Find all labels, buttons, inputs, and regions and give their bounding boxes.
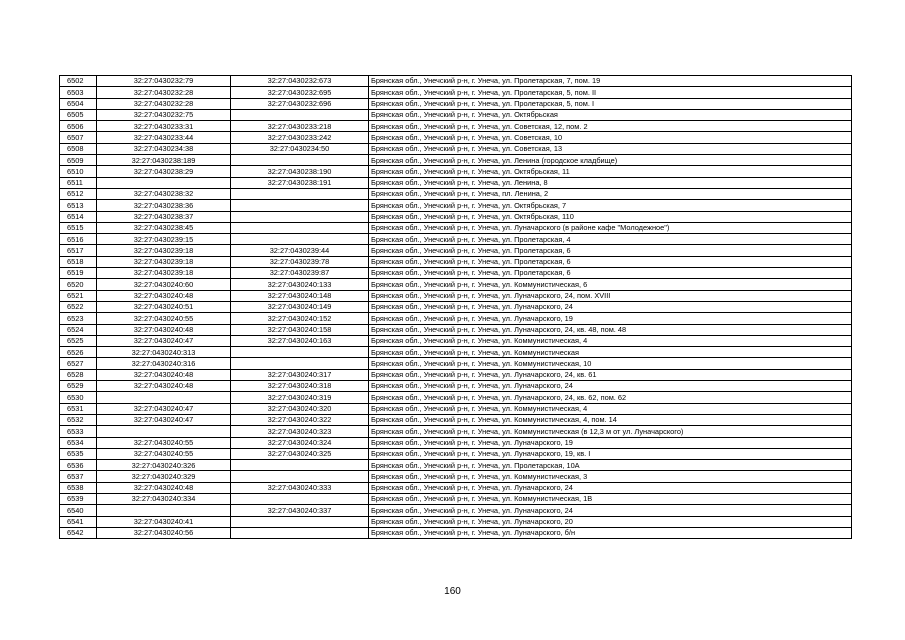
land-plot-cadastral-number-cell: [97, 426, 231, 437]
address-cell: Брянская обл., Унечский р-н, г. Унеча, ул. Пролетарская, 6: [369, 245, 852, 256]
address-cell: Брянская обл., Унечский р-н, г. Унеча, ул. Коммунистическая, 6: [369, 279, 852, 290]
table-row: [60, 505, 852, 516]
table-row: [60, 268, 852, 279]
row-number-cell: 6502: [60, 76, 97, 87]
object-cadastral-number-cell: [231, 222, 369, 233]
object-cadastral-number-cell: 32:27:0430240:163: [231, 335, 369, 346]
object-cadastral-number-cell: [231, 234, 369, 245]
land-plot-cadastral-number-cell: 32:27:0430240:47: [97, 335, 231, 346]
address-cell: Брянская обл., Унечский р-н, г. Унеча, ул. Луначарского, 24, кв. 61: [369, 369, 852, 380]
land-plot-cadastral-number-cell: 32:27:0430232:28: [97, 87, 231, 98]
land-plot-cadastral-number-cell: 32:27:0430239:18: [97, 268, 231, 279]
address-cell: Брянская обл., Унечский р-н, г. Унеча, ул. Ленина, 8: [369, 177, 852, 188]
row-number-cell: 6526: [60, 347, 97, 358]
table-row: [60, 279, 852, 290]
object-cadastral-number-cell: 32:27:0430234:50: [231, 143, 369, 154]
object-cadastral-number-cell: 32:27:0430233:218: [231, 121, 369, 132]
land-plot-cadastral-number-cell: 32:27:0430240:329: [97, 471, 231, 482]
registry-table-body: [60, 76, 852, 539]
row-number-cell: 6524: [60, 324, 97, 335]
table-row: [60, 234, 852, 245]
address-cell: Брянская обл., Унечский р-н, г. Унеча, ул. Пролетарская, 4: [369, 234, 852, 245]
land-plot-cadastral-number-cell: 32:27:0430240:48: [97, 482, 231, 493]
row-number-cell: 6527: [60, 358, 97, 369]
table-row: [60, 87, 852, 98]
address-cell: Брянская обл., Унечский р-н, г. Унеча, ул. Пролетарская, 5, пом. I: [369, 98, 852, 109]
address-cell: Брянская обл., Унечский р-н, г. Унеча, ул. Пролетарская, 7, пом. 19: [369, 76, 852, 87]
land-plot-cadastral-number-cell: [97, 392, 231, 403]
object-cadastral-number-cell: 32:27:0430239:78: [231, 256, 369, 267]
land-plot-cadastral-number-cell: 32:27:0430240:55: [97, 448, 231, 459]
object-cadastral-number-cell: 32:27:0430240:149: [231, 301, 369, 312]
table-row: [60, 143, 852, 154]
table-row: [60, 155, 852, 166]
address-cell: Брянская обл., Унечский р-н, г. Унеча, ул. Ленина (городское кладбище): [369, 155, 852, 166]
address-cell: Брянская обл., Унечский р-н, г. Унеча, ул. Советская, 10: [369, 132, 852, 143]
object-cadastral-number-cell: [231, 200, 369, 211]
row-number-cell: 6525: [60, 335, 97, 346]
table-row: [60, 482, 852, 493]
address-cell: Брянская обл., Унечский р-н, г. Унеча, ул. Луначарского, 24, кв. 62, пом. 62: [369, 392, 852, 403]
table-row: [60, 392, 852, 403]
table-row: [60, 324, 852, 335]
address-cell: Брянская обл., Унечский р-н, г. Унеча, ул. Коммунистическая, 3: [369, 471, 852, 482]
object-cadastral-number-cell: 32:27:0430240:152: [231, 313, 369, 324]
land-plot-cadastral-number-cell: 32:27:0430238:36: [97, 200, 231, 211]
land-plot-cadastral-number-cell: 32:27:0430240:60: [97, 279, 231, 290]
row-number-cell: 6537: [60, 471, 97, 482]
land-plot-cadastral-number-cell: 32:27:0430238:32: [97, 188, 231, 199]
land-plot-cadastral-number-cell: 32:27:0430232:28: [97, 98, 231, 109]
address-cell: Брянская обл., Унечский р-н, г. Унеча, ул. Коммунистическая, 4: [369, 335, 852, 346]
object-cadastral-number-cell: 32:27:0430240:323: [231, 426, 369, 437]
object-cadastral-number-cell: 32:27:0430240:133: [231, 279, 369, 290]
address-cell: Брянская обл., Унечский р-н, г. Унеча, ул. Октябрьская: [369, 109, 852, 120]
land-plot-cadastral-number-cell: 32:27:0430240:334: [97, 493, 231, 504]
table-row: [60, 358, 852, 369]
address-cell: Брянская обл., Унечский р-н, г. Унеча, ул. Коммунистическая, 10: [369, 358, 852, 369]
object-cadastral-number-cell: [231, 211, 369, 222]
land-plot-cadastral-number-cell: 32:27:0430240:48: [97, 381, 231, 392]
row-number-cell: 6542: [60, 527, 97, 538]
land-plot-cadastral-number-cell: 32:27:0430240:41: [97, 516, 231, 527]
object-cadastral-number-cell: 32:27:0430240:317: [231, 369, 369, 380]
row-number-cell: 6514: [60, 211, 97, 222]
address-cell: Брянская обл., Унечский р-н, г. Унеча, ул. Луначарского, 24: [369, 301, 852, 312]
object-cadastral-number-cell: 32:27:0430240:337: [231, 505, 369, 516]
table-row: [60, 426, 852, 437]
object-cadastral-number-cell: 32:27:0430232:696: [231, 98, 369, 109]
address-cell: Брянская обл., Унечский р-н, г. Унеча, ул. Луначарского, 24: [369, 381, 852, 392]
address-cell: Брянская обл., Унечский р-н, г. Унеча, ул. Луначарского, 19: [369, 437, 852, 448]
address-cell: Брянская обл., Унечский р-н, г. Унеча, ул. Пролетарская, 6: [369, 268, 852, 279]
object-cadastral-number-cell: 32:27:0430240:319: [231, 392, 369, 403]
object-cadastral-number-cell: [231, 516, 369, 527]
object-cadastral-number-cell: 32:27:0430238:190: [231, 166, 369, 177]
land-plot-cadastral-number-cell: [97, 177, 231, 188]
row-number-cell: 6529: [60, 381, 97, 392]
address-cell: Брянская обл., Унечский р-н, г. Унеча, ул. Коммунистическая, 4: [369, 403, 852, 414]
row-number-cell: 6533: [60, 426, 97, 437]
row-number-cell: 6539: [60, 493, 97, 504]
object-cadastral-number-cell: [231, 188, 369, 199]
land-plot-cadastral-number-cell: 32:27:0430232:75: [97, 109, 231, 120]
row-number-cell: 6509: [60, 155, 97, 166]
table-row: [60, 200, 852, 211]
page-number: 160: [444, 586, 461, 597]
table-row: [60, 403, 852, 414]
land-plot-cadastral-number-cell: 32:27:0430240:51: [97, 301, 231, 312]
land-plot-cadastral-number-cell: 32:27:0430232:79: [97, 76, 231, 87]
land-plot-cadastral-number-cell: 32:27:0430240:313: [97, 347, 231, 358]
land-plot-cadastral-number-cell: 32:27:0430240:47: [97, 414, 231, 425]
row-number-cell: 6517: [60, 245, 97, 256]
land-plot-cadastral-number-cell: 32:27:0430238:45: [97, 222, 231, 233]
land-plot-cadastral-number-cell: 32:27:0430239:18: [97, 256, 231, 267]
row-number-cell: 6518: [60, 256, 97, 267]
address-cell: Брянская обл., Унечский р-н, г. Унеча, ул. Коммунистическая, 1В: [369, 493, 852, 504]
row-number-cell: 6513: [60, 200, 97, 211]
table-row: [60, 347, 852, 358]
address-cell: Брянская обл., Унечский р-н, г. Унеча, ул. Октябрьская, 110: [369, 211, 852, 222]
table-row: [60, 166, 852, 177]
object-cadastral-number-cell: [231, 109, 369, 120]
address-cell: Брянская обл., Унечский р-н, г. Унеча, ул. Луначарского (в районе кафе "Молодежное"): [369, 222, 852, 233]
object-cadastral-number-cell: 32:27:0430240:322: [231, 414, 369, 425]
row-number-cell: 6521: [60, 290, 97, 301]
address-cell: Брянская обл., Унечский р-н, г. Унеча, ул. Пролетарская, 6: [369, 256, 852, 267]
table-row: [60, 335, 852, 346]
row-number-cell: 6538: [60, 482, 97, 493]
address-cell: Брянская обл., Унечский р-н, г. Унеча, ул. Луначарского, 19, кв. I: [369, 448, 852, 459]
land-plot-cadastral-number-cell: 32:27:0430239:15: [97, 234, 231, 245]
land-plot-cadastral-number-cell: 32:27:0430234:38: [97, 143, 231, 154]
row-number-cell: 6505: [60, 109, 97, 120]
row-number-cell: 6519: [60, 268, 97, 279]
address-cell: Брянская обл., Унечский р-н, г. Унеча, ул. Луначарского, 24: [369, 482, 852, 493]
table-row: [60, 132, 852, 143]
address-cell: Брянская обл., Унечский р-н, г. Унеча, ул. Луначарского, 24: [369, 505, 852, 516]
table-row: [60, 98, 852, 109]
row-number-cell: 6512: [60, 188, 97, 199]
address-cell: Брянская обл., Унечский р-н, г. Унеча, ул. Советская, 12, пом. 2: [369, 121, 852, 132]
object-cadastral-number-cell: 32:27:0430239:87: [231, 268, 369, 279]
row-number-cell: 6523: [60, 313, 97, 324]
object-cadastral-number-cell: [231, 358, 369, 369]
object-cadastral-number-cell: 32:27:0430233:242: [231, 132, 369, 143]
object-cadastral-number-cell: [231, 347, 369, 358]
row-number-cell: 6530: [60, 392, 97, 403]
object-cadastral-number-cell: 32:27:0430240:325: [231, 448, 369, 459]
address-cell: Брянская обл., Унечский р-н, г. Унеча, ул. Октябрьская, 11: [369, 166, 852, 177]
object-cadastral-number-cell: [231, 493, 369, 504]
land-plot-cadastral-number-cell: 32:27:0430240:55: [97, 437, 231, 448]
table-row: [60, 245, 852, 256]
land-plot-cadastral-number-cell: 32:27:0430233:31: [97, 121, 231, 132]
land-plot-cadastral-number-cell: 32:27:0430240:48: [97, 369, 231, 380]
table-row: [60, 460, 852, 471]
object-cadastral-number-cell: 32:27:0430240:333: [231, 482, 369, 493]
row-number-cell: 6511: [60, 177, 97, 188]
land-plot-cadastral-number-cell: 32:27:0430240:47: [97, 403, 231, 414]
table-row: [60, 256, 852, 267]
row-number-cell: 6528: [60, 369, 97, 380]
address-cell: Брянская обл., Унечский р-н, г. Унеча, ул. Советская, 13: [369, 143, 852, 154]
row-number-cell: 6534: [60, 437, 97, 448]
land-plot-cadastral-number-cell: 32:27:0430240:48: [97, 324, 231, 335]
table-row: [60, 222, 852, 233]
row-number-cell: 6507: [60, 132, 97, 143]
row-number-cell: 6520: [60, 279, 97, 290]
row-number-cell: 6506: [60, 121, 97, 132]
row-number-cell: 6508: [60, 143, 97, 154]
object-cadastral-number-cell: 32:27:0430232:695: [231, 87, 369, 98]
table-row: [60, 121, 852, 132]
land-plot-cadastral-number-cell: 32:27:0430233:44: [97, 132, 231, 143]
object-cadastral-number-cell: [231, 460, 369, 471]
address-cell: Брянская обл., Унечский р-н, г. Унеча, ул. Пролетарская, 10А: [369, 460, 852, 471]
row-number-cell: 6503: [60, 87, 97, 98]
table-row: [60, 527, 852, 538]
table-row: [60, 448, 852, 459]
land-plot-cadastral-number-cell: 32:27:0430240:326: [97, 460, 231, 471]
address-cell: Брянская обл., Унечский р-н, г. Унеча, ул. Октябрьская, 7: [369, 200, 852, 211]
table-row: [60, 414, 852, 425]
cadastral-registry-table: [59, 75, 852, 539]
object-cadastral-number-cell: 32:27:0430240:318: [231, 381, 369, 392]
object-cadastral-number-cell: [231, 527, 369, 538]
row-number-cell: 6531: [60, 403, 97, 414]
address-cell: Брянская обл., Унечский р-н, г. Унеча, ул. Луначарского, 24, кв. 48, пом. 48: [369, 324, 852, 335]
object-cadastral-number-cell: 32:27:0430240:320: [231, 403, 369, 414]
row-number-cell: 6515: [60, 222, 97, 233]
address-cell: Брянская обл., Унечский р-н, г. Унеча, ул. Луначарского, б/н: [369, 527, 852, 538]
land-plot-cadastral-number-cell: 32:27:0430238:29: [97, 166, 231, 177]
table-row: [60, 211, 852, 222]
row-number-cell: 6540: [60, 505, 97, 516]
table-row: [60, 109, 852, 120]
object-cadastral-number-cell: 32:27:0430232:673: [231, 76, 369, 87]
table-row: [60, 381, 852, 392]
address-cell: Брянская обл., Унечский р-н, г. Унеча, ул. Коммунистическая: [369, 347, 852, 358]
row-number-cell: 6522: [60, 301, 97, 312]
address-cell: Брянская обл., Унечский р-н, г. Унеча, ул. Пролетарская, 5, пом. II: [369, 87, 852, 98]
row-number-cell: 6510: [60, 166, 97, 177]
row-number-cell: 6532: [60, 414, 97, 425]
land-plot-cadastral-number-cell: 32:27:0430238:37: [97, 211, 231, 222]
land-plot-cadastral-number-cell: 32:27:0430239:18: [97, 245, 231, 256]
table-row: [60, 471, 852, 482]
object-cadastral-number-cell: 32:27:0430240:324: [231, 437, 369, 448]
address-cell: Брянская обл., Унечский р-н, г. Унеча, ул. Луначарского, 19: [369, 313, 852, 324]
address-cell: Брянская обл., Унечский р-н, г. Унеча, ул. Коммунистическая, 4, пом. 14: [369, 414, 852, 425]
row-number-cell: 6536: [60, 460, 97, 471]
land-plot-cadastral-number-cell: 32:27:0430240:48: [97, 290, 231, 301]
table-row: [60, 76, 852, 87]
table-row: [60, 437, 852, 448]
table-row: [60, 188, 852, 199]
land-plot-cadastral-number-cell: 32:27:0430240:316: [97, 358, 231, 369]
object-cadastral-number-cell: [231, 471, 369, 482]
land-plot-cadastral-number-cell: 32:27:0430240:56: [97, 527, 231, 538]
row-number-cell: 6504: [60, 98, 97, 109]
object-cadastral-number-cell: 32:27:0430240:158: [231, 324, 369, 335]
row-number-cell: 6516: [60, 234, 97, 245]
address-cell: Брянская обл., Унечский р-н, г. Унеча, ул. Коммунистическая (в 12,3 м от ул. Луначарского): [369, 426, 852, 437]
row-number-cell: 6541: [60, 516, 97, 527]
land-plot-cadastral-number-cell: 32:27:0430240:55: [97, 313, 231, 324]
row-number-cell: 6535: [60, 448, 97, 459]
table-row: [60, 493, 852, 504]
object-cadastral-number-cell: 32:27:0430239:44: [231, 245, 369, 256]
land-plot-cadastral-number-cell: 32:27:0430238:189: [97, 155, 231, 166]
table-row: [60, 313, 852, 324]
object-cadastral-number-cell: [231, 155, 369, 166]
table-row: [60, 369, 852, 380]
object-cadastral-number-cell: 32:27:0430238:191: [231, 177, 369, 188]
object-cadastral-number-cell: 32:27:0430240:148: [231, 290, 369, 301]
land-plot-cadastral-number-cell: [97, 505, 231, 516]
address-cell: Брянская обл., Унечский р-н, г. Унеча, ул. Луначарского, 24, пом. XVIII: [369, 290, 852, 301]
table-row: [60, 177, 852, 188]
table-row: [60, 290, 852, 301]
table-row: [60, 301, 852, 312]
table-row: [60, 516, 852, 527]
address-cell: Брянская обл., Унечский р-н, г. Унеча, ул. Луначарского, 20: [369, 516, 852, 527]
address-cell: Брянская обл., Унечский р-н, г. Унеча, пл. Ленина, 2: [369, 188, 852, 199]
